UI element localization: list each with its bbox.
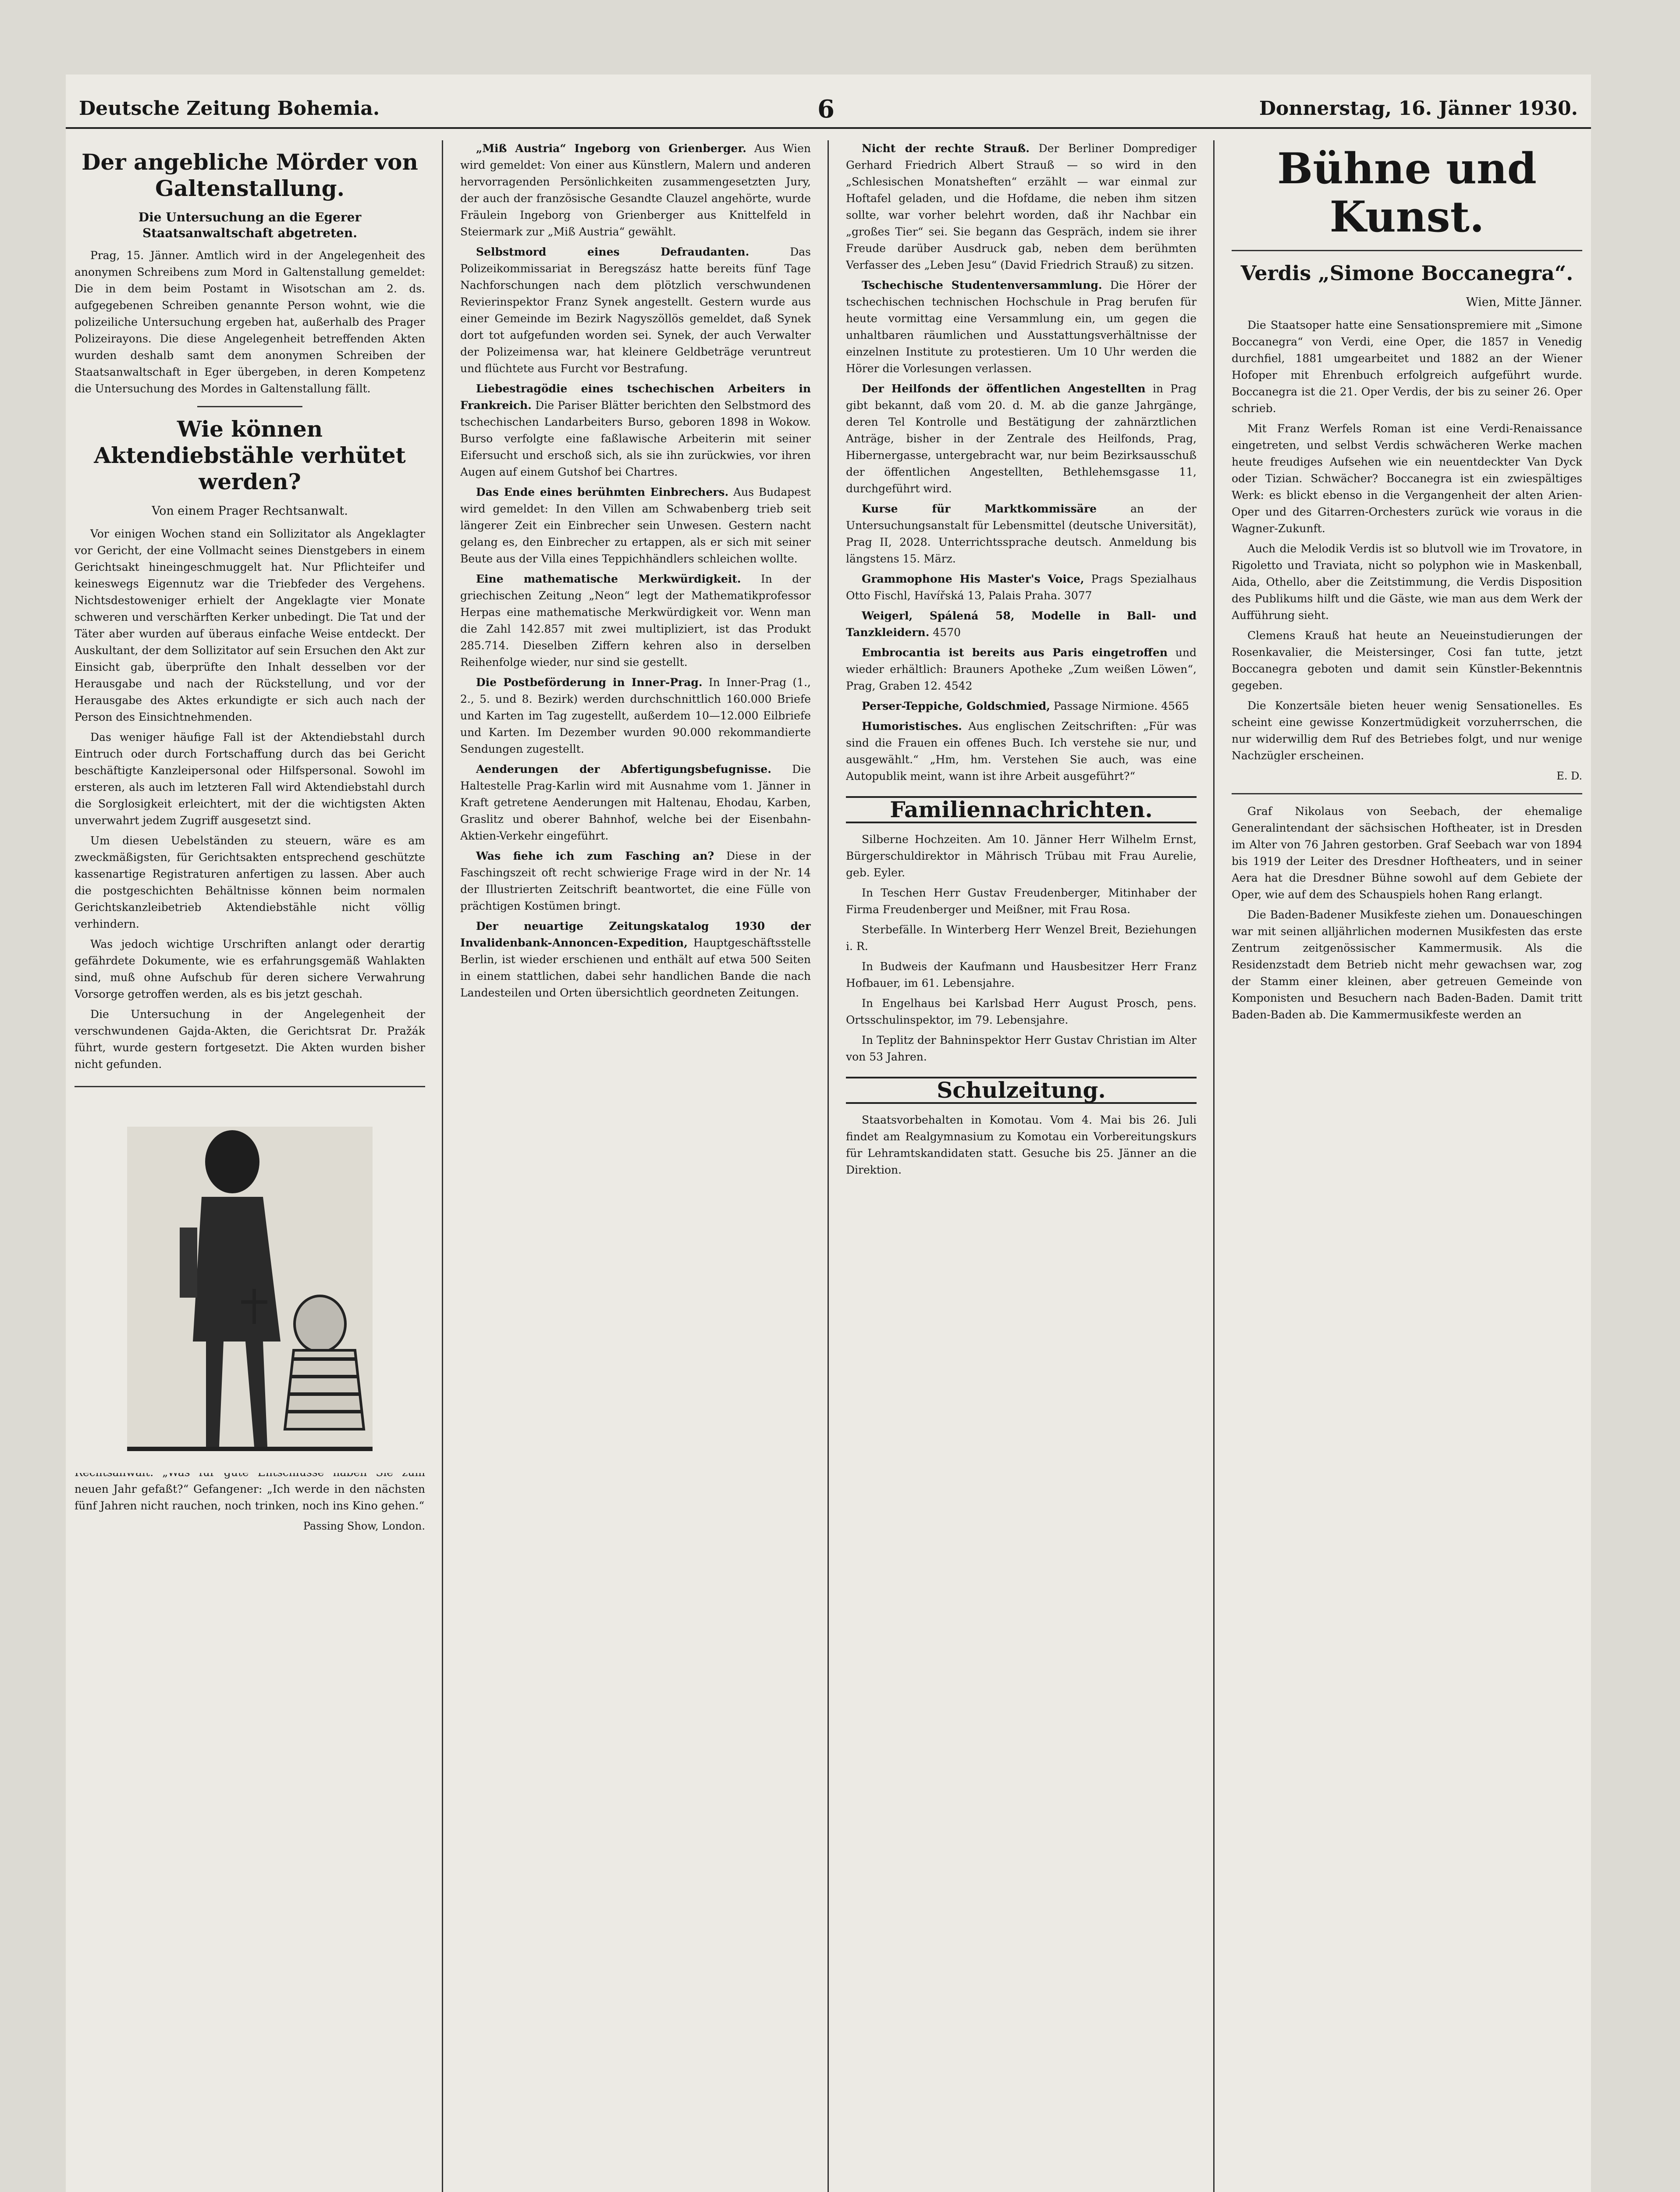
article-subheadline: Die Untersuchung an die Egerer Staatsanwaltschaft abgetreten. (138, 210, 362, 240)
cartoon-credit: Passing Show, London. (303, 1520, 425, 1532)
news-item: Selbstmord eines Defraudanten. Das Polizeikommissariat in Beregszász hatte bereits fünf Tage Nachforschungen nach dem plötzlich verschwundenen Revierinspektor Franz Synek angestellt. Gestern wurde aus einer Gemeinde im Bezirk Nagyszöllös gemeldet, daß Synek dort tot aufgefunden worden sei. Synek, der auch Verwalter der Polizeimensa war, hat kleinere Geldbeträge veruntreut und flüchtete aus Furcht vor Bestrafung. (460, 246, 811, 375)
article-paragraph: Vor einigen Wochen stand ein Sollizitator als Angeklagter vor Gericht, der eine Vollmacht seines Dienstgebers in einem Gerichtsakt hineingeschmuggelt hat. Nur Pflichteifer und keineswegs Eigennutz war die Triebfeder des Vergehens. Nichtsdestoweniger erhielt der Angeklagte vier Monate schweren und verschärften Kerker unbedingt. Die Tat und der Täter aber wurden auf überaus einfache Weise entdeckt. Der Auskultant, der dem Sollizitator auf sein Ersuchen den Akt zur Einsicht gab, überprüfte den Inhalt desselben vor der Herausgabe und nach der Rückstellung, und vor der Herausgabe des Aktes erkundigte er sich auch nach der Person des Einsichtnehmenden. (75, 527, 425, 723)
page-number: 6 (817, 95, 835, 124)
news-item: Die Postbeförderung in Inner-Prag. In Inner-Prag (1., 2., 5. und 8. Bezirk) werden durchschnittlich 160.000 Briefe und Karten im Tag zugestellt, außerdem 10—12.000 Eilbriefe und Karten. Im Dezember wurden 90.000 rekommandierte Sendungen zugestellt. (460, 676, 811, 755)
column-divider (442, 140, 443, 2192)
advertisement: Weigerl, Spálená 58, Modelle in Ball- und Tanzkleidern. 4570 (846, 609, 1197, 639)
column-divider (1213, 140, 1215, 2192)
article-paragraph: Auch die Melodik Verdis ist so blutvoll wie im Trovatore, in Rigoletto und Traviata, nicht so polyphon wie in Maskenball, Aida, Othello, aber die Zeitstimmung, die Verdis Disposition des Publikums hilft und die Gäste, wie man aus dem Werk der Aufführung sieht. (1232, 542, 1582, 622)
byline: Von einem Prager Rechtsanwalt. (152, 504, 348, 518)
news-item: Humoristisches. Aus englischen Zeitschriften: „Für was sind die Frauen ein offenes Buch. Ich verstehe sie nur, und ausgewählt.“ „Hm, hm. Verstehen Sie auch, was eine Autopublik meint, wann ist ihre Arbeit ausgeführt?“ (846, 720, 1197, 783)
family-notice: Silberne Hochzeiten. Am 10. Jänner Herr Wilhelm Ernst, Bürgerschuldirektor in Mährisch Trübau mit Frau Aurelie, geb. Eyler. (846, 833, 1197, 879)
article-paragraph: Mit Franz Werfels Roman ist eine Verdi-Renaissance eingetreten, und selbst Verdis schwächeren Werke machen heute freudiges Aufsehen wie ein neuentdeckter Van Dyck oder Tizian. Schwächer? Boccanegra ist ein zwiespältiges Werk: es blickt ebenso in die Vergangenheit der alten Arien-Oper und des Gitarren-Orchesters zurück wie voraus in die Wagner-Zukunft. (1232, 422, 1582, 535)
divider (1232, 793, 1582, 794)
article-paragraph: Clemens Krauß hat heute an Neueinstudierungen der Rosenkavalier, die Meistersinger, Cosi fan tutte, jetzt Boccanegra geboten und damit sein Künstler-Bekenntnis gegeben. (1232, 629, 1582, 692)
news-item: Der Heilfonds der öffentlichen Angestellten in Prag gibt bekannt, daß vom 20. d. M. ab die ganze Jahrgänge, deren Tel Kontrolle und Bestätigung der zahnärztlichen Anträge, bisher in der Zentrale des Heilfonds, Prag, Hibernergasse, untergebracht war, nur beim Bezirksausschuß der öffentlichen Angestellten, Bethlehemsgasse 11, durchgeführt wird. (846, 382, 1197, 495)
family-notice: In Teplitz der Bahninspektor Herr Gustav Christian im Alter von 53 Jahren. (846, 1034, 1197, 1063)
family-notice: In Teschen Herr Gustav Freudenberger, Mitinhaber der Firma Freudenberger und Meißner, mit Frau Rosa. (846, 886, 1197, 916)
cartoon-illustration (75, 1086, 425, 1464)
article-paragraph: Die Untersuchung in der Angelegenheit der verschwundenen Gajda-Akten, die Gerichtsrat Dr. Pražák führt, wurde gestern fortgesetzt. Die Akten wurden bisher nicht gefunden. (75, 1008, 425, 1071)
news-item: Eine mathematische Merkwürdigkeit. In der griechischen Zeitung „Neon“ legt der Mathematikprofessor Herpas eine mathematische Merkwürdigkeit vor. Wenn man die Zahl 142.857 mit zwei multipliziert, ist das Produkt 285.714. Dieselben Ziffern kehren also in derselben Reihenfolge wieder, nur sind sie gestellt. (460, 573, 811, 669)
article-paragraph: Was jedoch wichtige Urschriften anlangt oder derartig gefährdete Dokumente, wie es erfahrungsgemäß Wahlakten sind, muß ohne Aufschub für deren sichere Verwahrung Vorsorge getroffen werden, als es bis jetzt geschah. (75, 938, 425, 1000)
news-item: „Miß Austria“ Ingeborg von Grienberger. Aus Wien wird gemeldet: Von einer aus Künstlern, Malern und anderen hervorragenden Persönlichkeiten zusammengesetzten Jury, der auch der französische Gesandte Clauzel angehörte, wurde Fräulein Ingeborg von Grienberger aus Knittelfeld in Steiermark zur „Miß Austria“ gewählt. (460, 142, 811, 238)
column-divider (828, 140, 829, 2192)
article-paragraph: Die Konzertsäle bieten heuer wenig Sensationelles. Es scheint eine gewisse Konzertmüdigkeit vorzuherrschen, die nur widerwillig dem Ruf des Betriebes folgt, und nur wenige Nachzügler erscheinen. (1232, 699, 1582, 762)
column-2 (460, 140, 811, 2192)
newspaper-page (66, 75, 1591, 2192)
advertisement: Embrocantia ist bereits aus Paris eingetroffen und wieder erhältlich: Brauners Apotheke „Zum weißen Löwen“, Prag, Graben 12. 4542 (846, 646, 1197, 692)
family-notice: In Engelhaus bei Karlsbad Herr August Prosch, pens. Ortsschulinspektor, im 79. Lebensjahre. (846, 997, 1197, 1026)
author-signature: E. D. (1556, 770, 1582, 782)
advertisement: Perser-Teppiche, Goldschmied, Passage Nirmione. 4565 (862, 700, 1189, 712)
family-notice: In Budweis der Kaufmann und Hausbesitzer Herr Franz Hofbauer, im 61. Lebensjahre. (846, 960, 1197, 989)
news-item: Das Ende eines berühmten Einbrechers. Aus Budapest wird gemeldet: In den Villen am Schwabenberg trieb seit längerer Zeit ein Einbrecher sein Unwesen. Gestern nacht gelang es, den Einbrecher zu ertappen, als er sich mit seiner Beute aus der Villa eines Teppichhändlers schleichen wollte. (460, 486, 811, 565)
article-paragraph: Die Staatsoper hatte eine Sensationspremiere mit „Simone Boccanegra“ von Verdi, eine Oper, die 1857 in Venedig durchfiel, 1881 umgearbeitet und 1882 an der Wiener Hofoper mit Ehrenbuch erfolgreich aufgeführt wurde. Boccanegra ist die 21. Oper Verdis, der bis zu seiner 26. Oper schrieb. (1232, 319, 1582, 415)
column-3 (846, 140, 1197, 2192)
dateline: Wien, Mitte Jänner. (1466, 295, 1582, 309)
article-paragraph: Prag, 15. Jänner. Amtlich wird in der Angelegenheit des anonymen Schreibens zum Mord in Galtenstallung gemeldet: Die in dem beim Postamt in Wisotschan am 2. ds. aufgegebenen Schreiben genannte Person wohnt, wie die polizeiliche Untersuchung ergeben hat, außerhalb des Prager Polizeirayons. Die diese Angelegenheit betreffenden Akten wurden deshalb samt dem anonymen Schreiben der Staatsanwaltschaft in Eger übergeben, in deren Kompetenz die Untersuchung des Mordes in Galtenstallung fällt. (75, 249, 425, 395)
column-1 (75, 140, 425, 2192)
section-heading-familiennachrichten: Familiennachrichten. (846, 796, 1197, 823)
article-paragraph: Um diesen Uebelständen zu steuern, wäre es am zweckmäßigsten, für Gerichtsakten entsprechend geschützte kassenartige Registraturen anfertigen zu lassen. Aber auch die postgeschichten Behältnisse können beim normalen Gerichtskanzleibetrieb Aktendiebstähle nicht völlig verhindern. (75, 834, 425, 930)
school-notice: Staatsvorbehalten in Komotau. Vom 4. Mai bis 26. Juli findet am Realgymnasium zu Komotau ein Vorbereitungskurs für Lehramtskandidaten statt. Gesuche bis 25. Jänner an die Direktion. (846, 1114, 1197, 1176)
divider (197, 406, 302, 407)
news-item: Aenderungen der Abfertigungsbefugnisse. Die Haltestelle Prag-Karlin wird mit Ausnahme vom 1. Jänner in Kraft getretene Aenderungen mit Haltenau, Ehodau, Karben, Graslitz und oberer Bahnhof, welche bei der Eisenbahn-Aktien-Verkehr eingeführt. (460, 763, 811, 842)
cartoon-caption: neuen Jahr gefaßt?“ Gefangener: „Ich werde in den nächsten fünf Jahren nicht rauchen, noch trinken, noch ins Kino gehen.“ (75, 1483, 425, 1512)
article-headline: Der angebliche Mörder von Galtenstallung. (82, 149, 418, 201)
page-header (66, 92, 1591, 129)
news-item: Liebestragödie eines tschechischen Arbeiters in Frankreich. Die Pariser Blätter berichten den Selbstmord des tschechischen Landarbeiters Burso, geboren 1898 in Wokow. Burso verfolgte eine faßlawische Arbeiterin mit seiner Eifersucht und erschoß sich, als sie ihn zurückwies, vor ihren Augen auf einem Gutshof bei Chartres. (460, 382, 811, 478)
article-headline: Wie können Aktendiebstähle verhütet werden? (94, 416, 406, 495)
newspaper-name: Deutsche Zeitung Bohemia. (79, 97, 380, 120)
article-paragraph: Die Baden-Badener Musikfeste ziehen um. Donaueschingen war mit seinen alljährlichen modernen Musikfesten das erste Zentrum zeitgenössischer Kammermusik. Als die Residenzstadt dem Betrieb nicht mehr gewachsen war, zog der Stamm einer kleinen, aber getreuen Gemeinde von Komponisten und Besuchern nach Baden-Baden. Damit tritt Baden-Baden ab. Die Kammermusikfeste werden an (1232, 908, 1582, 1021)
issue-date: Donnerstag, 16. Jänner 1930. (1259, 97, 1578, 120)
family-notice: Sterbefälle. In Winterberg Herr Wenzel Breit, Beziehungen i. R. (846, 923, 1197, 953)
divider (1232, 250, 1582, 251)
news-item: Kurse für Marktkommissäre an der Untersuchungsanstalt für Lebensmittel (deutsche Universität), Prag II, 2028. Unterrichtssprache deutsch. Anmeldung bis längstens 15. März. (846, 502, 1197, 565)
news-item: Nicht der rechte Strauß. Der Berliner Domprediger Gerhard Friedrich Albert Strauß — so wird in den „Schlesischen Monatsheften“ erzählt — war einmal zur Hoftafel geladen, und die Hofdame, die neben ihm sitzen sollte, war vorher belehrt worden, daß ihr Nachbar ein „großes Tier“ sei. Sie begann das Gespräch, indem sie ihrer Freude darüber Ausdruck gab, neben dem berühmten Verfasser des „Leben Jesu“ (David Friedrich Strauß) zu sitzen. (846, 142, 1197, 271)
advertisement: Grammophone His Master's Voice, Prags Spezialhaus Otto Fischl, Havířská 13, Palais Praha. 3077 (846, 573, 1197, 602)
article-paragraph: Graf Nikolaus von Seebach, der ehemalige Generalintendant der sächsischen Hoftheater, ist in Dresden im Alter von 76 Jahren gestorben. Graf Seebach war von 1894 bis 1919 der Leiter des Dresdner Hoftheaters, und in seiner Aera hat die Dresdner Bühne sowohl auf dem Gebiete der Oper, wie auf dem des Schauspiels hohen Rang erlangt. (1232, 805, 1582, 901)
column-4 (1232, 140, 1582, 2192)
section-title-buehne-und-kunst: Bühne und Kunst. (1277, 144, 1537, 242)
news-item: Der neuartige Zeitungskatalog 1930 der Invalidenbank-Annoncen-Expedition, Hauptgeschäftsstelle Berlin, ist wieder erschienen und enthält auf etwa 500 Seiten in einem stattlichen, dabei sehr handlichen Bande die nach Landesteilen und Orten übersichtlich geordneten Zeitungen. (460, 920, 811, 999)
news-item: Tschechische Studentenversammlung. Die Hörer der tschechischen technischen Hochschule in Prag berufen für heute vormittag eine Versammlung ein, um gegen die unhaltbaren räumlichen und Ausstattungsverhältnisse der einzelnen Institute zu protestieren. Um 10 Uhr werden die Hörer die Vorlesungen verlassen. (846, 279, 1197, 375)
news-item: Was fiehe ich zum Fasching an? Diese in der Faschingszeit oft recht schwierige Frage wird in der Nr. 14 der Illustrierten Zeitschrift beantwortet, die eine Fülle von prächtigen Kostümen bringt. (460, 850, 811, 912)
section-heading-schulzeitung: Schulzeitung. (846, 1077, 1197, 1104)
article-headline: Verdis „Simone Boccanegra“. (1240, 261, 1573, 285)
article-paragraph: Das weniger häufige Fall ist der Aktendiebstahl durch Eintruch oder durch Fortschaffung durch das bei Gericht beschäftigte Kanzleipersonal oder Hilfspersonal. Sowohl im ersteren, als auch im letzteren Fall wird Aktendiebstahl durch die Sorglosigkeit erleichtert, mit der die wichtigsten Akten unverwahrt jedem Zugriff ausgesetzt sind. (75, 731, 425, 827)
cartoon-drawing (75, 1096, 425, 1473)
